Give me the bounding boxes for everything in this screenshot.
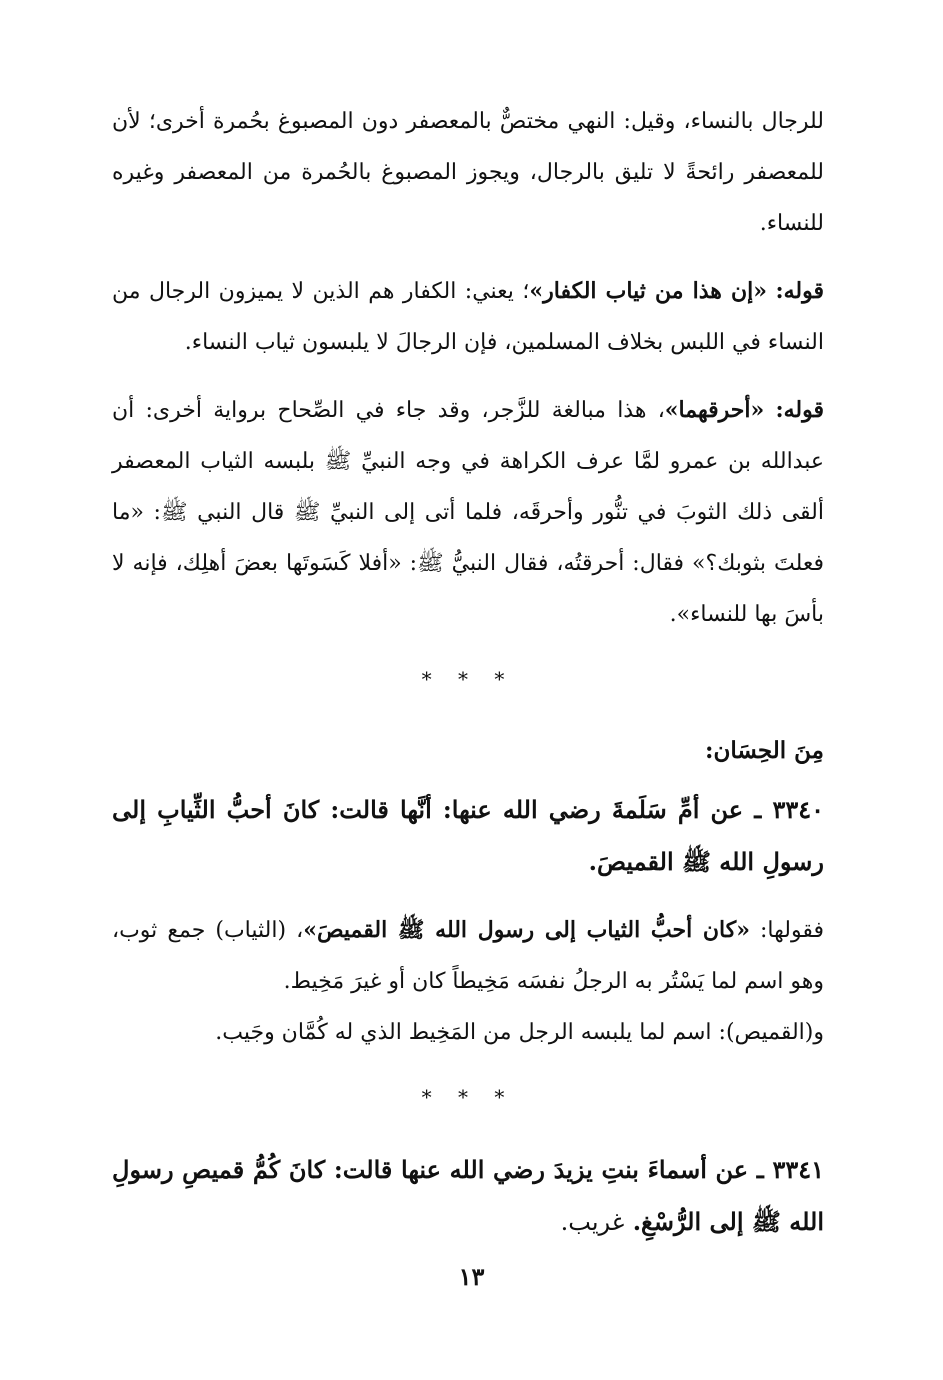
paragraph-2-text: ؛ يعني: الكفار هم الذين لا يميزون الرجال من النساء في اللبس بخلاف المسلمين، فإن الرجالَ لا يلبسون ثياب النساء. bbox=[112, 279, 824, 355]
commentary-label: فقولها: bbox=[760, 918, 824, 943]
spacer bbox=[112, 368, 824, 385]
paragraph-1 bbox=[112, 96, 824, 249]
paragraph-3-label: قوله: bbox=[775, 397, 824, 423]
hadith-3341-text: ٣٣٤١ ـ عن أسماءَ بنتِ يزيدَ رضي الله عنها قالت: كانَ كُمُّ قميصِ رسولِ الله ﷺ إلى الرُّسْغِ. bbox=[112, 1155, 824, 1236]
paragraph-2 bbox=[112, 266, 824, 368]
section-heading: مِنَ الحِسَان: bbox=[705, 737, 824, 764]
commentary-3340-line1 bbox=[112, 905, 824, 1007]
section-divider-1: * * * bbox=[421, 667, 515, 691]
page-number: ١٣ bbox=[458, 1262, 485, 1291]
paragraph-2-quote: «إن هذا من ثياب الكفار» bbox=[529, 278, 768, 304]
hadith-3340: ٣٣٤٠ ـ عن أمِّ سَلَمةَ رضي الله عنها: أنَّها قالت: كانَ أحبُّ الثِّيابِ إلى رسولِ الله ﷺ القميصَ. bbox=[112, 795, 824, 876]
hadith-3341-grade: غريب. bbox=[560, 1208, 625, 1236]
page-body bbox=[112, 96, 824, 1248]
paragraph-3-quote: «أحرقهما» bbox=[664, 397, 765, 423]
section-divider-2: * * * bbox=[421, 1085, 515, 1109]
commentary-3340-line2: و(القميص): اسم لما يلبسه الرجل من المَخِيط الذي له كُمَّان وجَيب. bbox=[215, 1020, 824, 1045]
commentary-text: ، (الثياب) جمع ثوب، وهو اسم لما يَسْتُر به الرجلُ نفسَه مَخِيطاً كان أو غيرَ مَخِيط. bbox=[112, 918, 824, 994]
spacer bbox=[112, 249, 824, 266]
spacer bbox=[112, 776, 824, 784]
commentary-quote: «كان أحبُّ الثياب إلى رسول الله ﷺ القميصَ» bbox=[303, 917, 750, 943]
hadith-3341 bbox=[112, 1144, 824, 1248]
paragraph-1-text: للرجال بالنساء، وقيل: النهي مختصٌّ بالمعصفر دون المصبوغ بحُمرة أخرى؛ لأن للمعصفر رائحةً لا تليق بالرجال، ويجوز المصبوغ بالحُمرة من المعصفر وغيره للنساء. bbox=[112, 109, 824, 236]
paragraph-3-text: ، هذا مبالغة للزَّجر، وقد جاء في الصِّحاح برواية أخرى: أن عبدالله بن عمرو لمَّا عرف الكراهة في وجه النبيِّ ﷺ بلبسه الثياب المعصفر ألقى ذلك الثوبَ في تنُّور وأحرقَه، فلما أتى إلى النبيِّ ﷺ قال النبي ﷺ: «ما فعلتَ بثوبك؟» فقال: أحرقتُه، فقال النبيُّ ﷺ: «أفلا كَسَوتَها بعضَ أهلِك، فإنه لا بأسَ بها للنساء». bbox=[112, 398, 824, 627]
paragraph-2-label: قوله: bbox=[775, 278, 825, 304]
spacer bbox=[112, 888, 824, 905]
paragraph-3 bbox=[112, 385, 824, 640]
